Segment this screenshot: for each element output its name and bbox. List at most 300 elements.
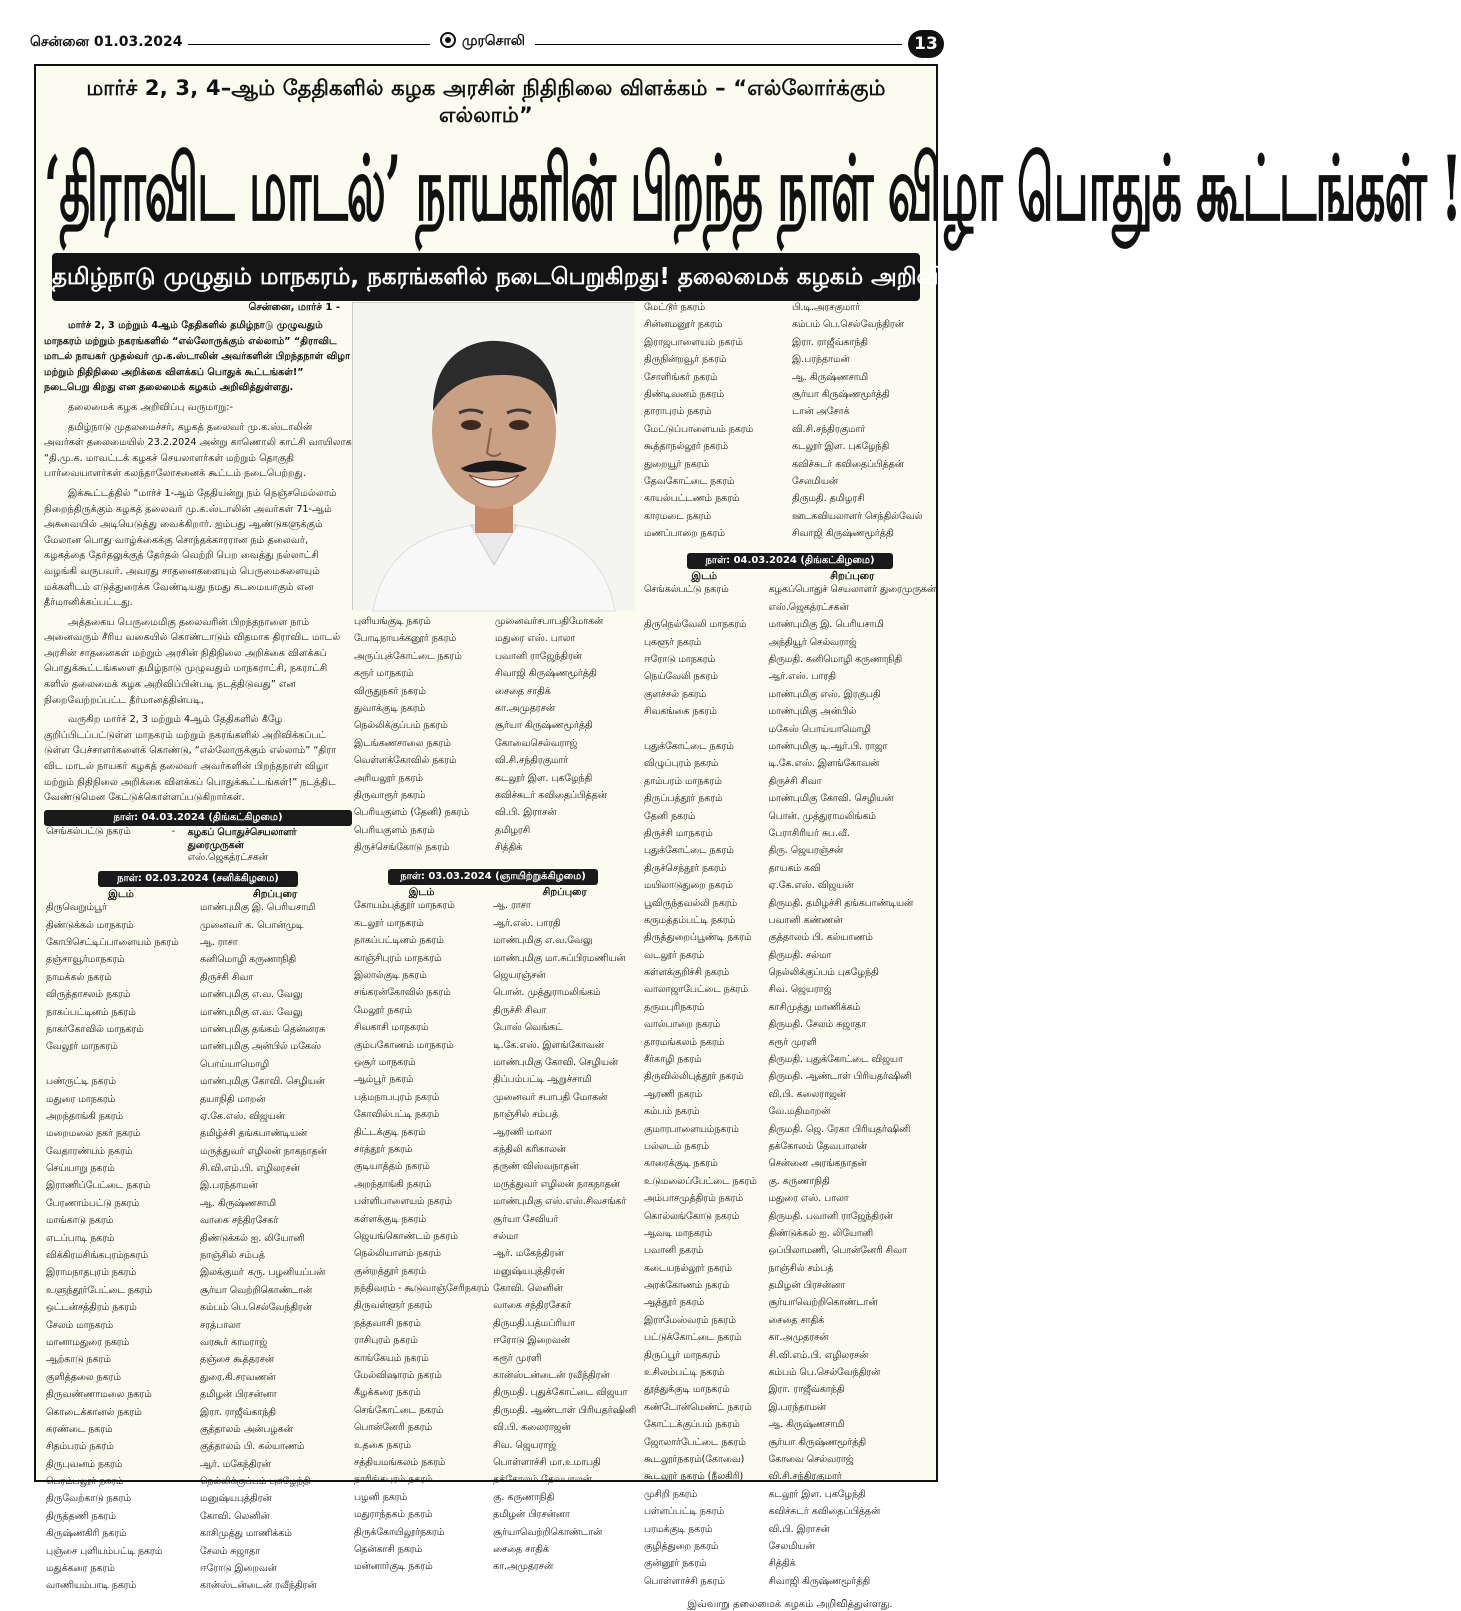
table-row [642, 967, 938, 984]
place-cell: நாமக்கல் நகரம் [46, 971, 112, 983]
table-row [642, 1228, 938, 1245]
place-cell: நாகப்பட்டினம் நகரம் [354, 935, 444, 947]
speaker-cell: திருமதி. சேலம் சுஜாதா [768, 1019, 866, 1031]
body-paragraph: இக்கூட்டத்தில் “மார்ச் 1-ஆம் தேதியன்று நம் நெஞ்சமெல்லாம் நிறைந்திருக்கும் கழகத் தலைவர் மு.க.ஸ்டாலின் அவர்கள் 71-ஆம் அகவையில் அடியெடுத்து வைக்கிறார். ஐம்பது ஆண்டுகளுக்கும் மேலான பொது வாழ்க்கைக்கு சொந்தக்காரரான நம் தலைவர், கழகத்தை தேர்தலுக்குத் தேர்தல் வெற்றி பெற வைத்து நல்லாட்சி வழங்கி வருபவர். அவரது சாதனைகளையும் பெருமைகளையும் மக்களிடம் எடுத்துரைக்க வேண்டியது நமது கடமையாகும் என தீர்மானிக்கப்பட்டது. [44, 487, 337, 609]
place-cell: திருநெல்வேலி மாநகரம் [644, 619, 747, 631]
speaker-cell: திருமதி. ஆண்டாள் பிரியதர்ஷினி [493, 1404, 637, 1416]
date-bar-03-march: நாள்: 03.03.2024 (ஞாயிற்றுக்கிழமை) [388, 869, 598, 885]
paper-name: முரசொலி [462, 33, 525, 49]
table-row [352, 900, 638, 917]
place-cell: நத்தவாசி நகரம் [354, 1317, 421, 1329]
speaker-cell: மாண்புமிகு எ.வ.வேலு [493, 935, 593, 947]
speaker-cell: சித்திக் [768, 1558, 796, 1570]
table-row [642, 1124, 938, 1141]
table-row [642, 915, 938, 932]
place-cell: உதகை நகரம் [354, 1439, 411, 1451]
place-cell: புதுக்கோட்டை நகரம் [644, 740, 734, 752]
speaker-cell: திருச்சி சிவா [768, 775, 822, 787]
speaker-cell: வி.பி. இராசன் [768, 1523, 830, 1535]
table-row [44, 1337, 352, 1354]
table-row [642, 706, 938, 723]
place-cell: உடுமலைப்பேட்டை நகரம் [644, 1175, 757, 1187]
schedule-table-right-top [642, 302, 938, 545]
place-cell: பண்ருட்டி நகரம் [46, 1076, 116, 1088]
speaker-cell: சிவ. ஜெயராஜ் [768, 984, 832, 996]
speaker-cell: ஆ. ராசா [493, 900, 531, 912]
table-row [44, 920, 352, 937]
place-cell: திருச்செங்கோடு நகரம் [354, 842, 450, 854]
body-paragraph: வருகிற மார்ச் 2, 3 மற்றும் 4ஆம் தேதிகளில் கீழே குறிப்பிடப்பட்டுள்ள மாநகரம் மற்றும் நகரங்களில் அறிவிக்கப்பட் டுள்ள பேச்சாளர்களைக் கொண்டு, “எல்லோருக்கும் எல்லாம்” “திரா விட மாடல் நாயகர் கழகத் தலைவர் அவர்களின் பிறந்தநாள் விழா மற்றும் நிதிநிலை அறிக்கை விளக்கப் பொதுக்கூட்டங்கள்!” நடத்திட வேண்டுமென கேட்டுக்கொள்ளப்படுகிறார்கள். [44, 714, 337, 804]
table-row [642, 758, 938, 775]
speaker-cell: சி.வி.எம்.பி. எழிலரசன் [768, 1349, 869, 1361]
place-cell: கீழக்கரை நகரம் [354, 1387, 421, 1399]
place-cell: தேவகோட்டை நகரம் [644, 475, 735, 487]
speaker-cell: தருண் விஸ்வநாதன் [493, 1161, 579, 1173]
place-cell: தேனி நகரம் [644, 810, 696, 822]
speaker-cell: கு. கருணாநிதி [768, 1175, 830, 1187]
speaker-cell: கவிச்சுடர் கவிதைப்பித்தன் [495, 789, 607, 801]
speaker-cell: குத்தாலம் அன்பழகன் [200, 1423, 293, 1435]
table-row [642, 354, 938, 371]
speaker-cell: கந்திலி கரிகாலன் [493, 1143, 566, 1155]
speaker-cell: ஈரோடு இறைவன் [200, 1563, 277, 1575]
table-row [642, 1471, 938, 1488]
masthead-city-date: சென்னை 01.03.2024 [30, 34, 183, 50]
place-cell: காங்கேயம் நகரம் [354, 1352, 429, 1364]
place-cell: நாகப்பட்டினம் நகரம் [46, 1006, 136, 1018]
table-row [352, 633, 634, 650]
speaker-cell: இலக்குமா் கரு. பழனியப்பன் [200, 1267, 326, 1279]
table-row [352, 842, 634, 859]
table-row [642, 671, 938, 688]
table-row [352, 1318, 638, 1335]
speaker-cell: கவிச்சுடர் கவிதைப்பித்தன் [768, 1506, 881, 1518]
table-row [642, 811, 938, 828]
table-row [352, 686, 634, 703]
place-cell: அரியலூர் நகரம் [354, 772, 423, 784]
place-cell: மறைமலை நகர் நகரம் [46, 1128, 141, 1140]
table-row [44, 1198, 352, 1215]
speaker-cell: முனைவர் க. பொன்முடி [200, 919, 304, 931]
speaker-cell: சைதை சாதிக் [768, 1314, 825, 1326]
table-row [44, 1407, 352, 1424]
table-row [44, 1076, 352, 1093]
table-row [642, 1019, 938, 1036]
speaker-cell: கோவி. லெனின் [200, 1510, 270, 1522]
table-row [44, 1059, 352, 1076]
place-cell: மதுக்கரை நகரம் [46, 1563, 115, 1575]
speaker-cell: திருமதி. புதுக்கோட்டை விஜயா [493, 1387, 628, 1399]
speaker-cell: திருச்சி சிவா [493, 1004, 547, 1016]
speaker-cell: மாண்புமிகு அன்பில் [768, 706, 857, 718]
place-cell: திருச்செந்தூர் நகரம் [644, 862, 727, 874]
speaker-cell: திருமதி. பவானி ராஜேந்திரன் [768, 1210, 893, 1222]
speaker-cell: நாஞ்சில் சம்பத் [768, 1262, 834, 1274]
speaker-cell: ஆர். மகேந்திரன் [200, 1458, 271, 1470]
table-row [44, 1372, 352, 1389]
table-row [642, 493, 938, 510]
place-cell: குளித்தலை நகரம் [46, 1371, 121, 1383]
place-cell: அருப்புக்கோட்டை நகரம் [354, 650, 462, 662]
table-row [642, 1263, 938, 1280]
date-bar-04-march-right: நாள்: 04.03.2024 (திங்கட்கிழமை) [687, 553, 893, 569]
speaker-cell: திண்டுக்கல் ஐ. லியோனி [200, 1232, 305, 1244]
place-cell: ராசிபுரம் நகரம் [354, 1335, 418, 1347]
table-row [642, 932, 938, 949]
table-row [44, 1528, 352, 1545]
speaker-cell: அந்தியூர் செல்வராஜ் [768, 636, 857, 648]
table-row [352, 1179, 638, 1196]
speaker-cell: சூர்யா கிருஷ்ணமூர்த்தி [495, 720, 593, 732]
speaker-cell: பொள்ளாச்சி மா.உமாபதி [493, 1456, 601, 1468]
place-cell: திருவில்லிபுத்தூர் நகரம் [644, 1071, 744, 1083]
place-cell: சாத்தூர் நகரம் [354, 1143, 413, 1155]
place-cell: சோளிங்கர் நகரம் [644, 371, 718, 383]
place-cell: உளுந்தூர்பேட்டை நகரம் [46, 1284, 153, 1296]
table-row [352, 953, 638, 970]
date-bar-02-march: நாள்: 02.03.2024 (சனிக்கிழமை) [98, 871, 298, 887]
speaker-cell: சித்திக் [495, 842, 523, 854]
closing-line: இவ்வாறு தலைமைக் கழகம் அறிவித்துள்ளது. [687, 1599, 893, 1611]
table-row [642, 724, 938, 741]
place-cell: இராமேஸ்வரம் நகரம் [644, 1314, 736, 1326]
table-row [352, 1353, 638, 1370]
table-row [642, 828, 938, 845]
schedule-table-04-march [642, 569, 938, 1593]
table-row [352, 1527, 638, 1544]
speaker-cell: மாண்புமிகு தங்கம் தென்னரசு [200, 1023, 326, 1035]
speaker-cell: பேராசிரியர் சுப.வீ. [768, 827, 850, 839]
place-cell: விக்கிரமசிங்கபுரம்நகரம் [46, 1250, 149, 1262]
table-row [352, 825, 634, 842]
table-row [642, 1176, 938, 1193]
table-row [44, 1459, 352, 1476]
place-cell: திருவண்ணாமலை நகரம் [46, 1389, 152, 1401]
place-cell: அரக்கோணம் நகரம் [644, 1280, 730, 1292]
table-row [642, 406, 938, 423]
place-cell: தாம்பரம் மாநகரம் [644, 775, 722, 787]
place-cell: கோபிசெட்டிப்பாளையம் நகரம் [46, 936, 179, 948]
place-cell: கும்பகோணம் மாநகரம் [354, 1039, 454, 1051]
speaker-cell: எஸ்.ஜெகத்ரட்சகன் [768, 601, 849, 613]
table-row [642, 1089, 938, 1106]
place-cell [44, 1059, 198, 1076]
place-cell: ஆம்பூர் நகரம் [354, 1074, 414, 1086]
place-cell: பெரியகுளம் நகரம் [354, 824, 435, 836]
speaker-cell: கனிமொழி கருணாநிதி [200, 954, 297, 966]
speaker-cell: ஏ.கே.எஸ். விஜயன் [200, 1110, 285, 1122]
place-cell: தாரமங்கலம் நகரம் [644, 1036, 725, 1048]
paper-logo-icon [440, 32, 456, 48]
table-row [642, 1245, 938, 1262]
place-cell: விருத்தாசலம் நகரம் [46, 989, 131, 1001]
table-row [642, 528, 938, 545]
speaker-cell: வி.பி. கலைராஜன் [768, 1088, 846, 1100]
place-cell: ஆரணி நகரம் [644, 1088, 703, 1100]
place-cell: மன்னார்குடி நகரம் [354, 1561, 433, 1573]
page-number: 13 [908, 30, 944, 58]
speaker-cell: சூர்யா கிருஷ்ணமூர்த்தி [792, 388, 890, 400]
table-row [44, 1389, 352, 1406]
speaker-cell: மனுஷ்யபுத்திரன் [493, 1265, 565, 1277]
column-header-place: இடம் [408, 886, 435, 898]
place-cell: போடிநாயக்கனூர் நகரம் [354, 633, 457, 645]
speaker-cell: திரு. ஜெயரஞ்சன் [768, 845, 844, 857]
table-row [352, 1040, 638, 1057]
table-row [642, 584, 938, 601]
place-cell: கிருஷ்ணகிரி நகரம் [46, 1528, 127, 1540]
table-row [642, 950, 938, 967]
table-row [352, 1092, 638, 1109]
speaker-cell: கம்பம் பெ.செல்வேந்திரன் [768, 1367, 881, 1379]
place-cell: புகளூர் நகரம் [644, 636, 702, 648]
speaker-cell: குத்தாலம் பி. கல்யாணம் [200, 1441, 305, 1453]
table-row [44, 902, 352, 919]
speaker-cell: தாயகம் கவி [768, 862, 821, 874]
speaker-cell: திருமதி. கனிமொழி கருணாநிதி [768, 654, 903, 666]
speaker-cell: திருச்சி சிவா [200, 971, 254, 983]
speaker-cell: ஆர்.எஸ். பாரதி [768, 671, 836, 683]
speaker-cell: மாண்புமிகு இ. பெரியசாமி [768, 619, 884, 631]
place-cell: வால்பாறை நகரம் [644, 1019, 721, 1031]
place-cell: தாராபுரம் நகரம் [644, 406, 712, 418]
portrait-illustration [353, 303, 635, 611]
speaker-cell: சூர்யாவெற்றிகொண்டான் [493, 1526, 603, 1538]
place-cell: துறையூர் நகரம் [644, 458, 709, 470]
table-row [642, 898, 938, 915]
speaker-cell: முனைவர்சபாபதிமோகன் [495, 616, 604, 627]
table-row [352, 1405, 638, 1422]
subhead-banner: தமிழ்நாடு முழுதும் மாநகரம், நகரங்களில் நடைபெறுகிறது! தலைமைக் கழகம் அறிவிப்பு! [52, 253, 920, 301]
table-row [642, 1037, 938, 1054]
place-cell: தஞ்சாவூர்மாநகரம் [46, 954, 125, 966]
table-row [352, 1492, 638, 1509]
place-cell: கரூர் மாநகரம் [354, 668, 414, 680]
table-row [352, 668, 634, 685]
place-cell: தென்காசி நகரம் [354, 1543, 423, 1555]
speaker-cell: பி.டி.அரசகுமார் [792, 302, 861, 313]
speaker-cell: துரை.கி.சரவணன் [200, 1371, 276, 1383]
table-row [642, 776, 938, 793]
speaker-cell: கழகப் பொதுச்செயலாளர் துரைமுருகன் [187, 826, 297, 851]
table-row [352, 703, 634, 720]
place-cell: திருவேற்காடு நகரம் [46, 1493, 132, 1505]
table-row [44, 954, 352, 971]
place-cell: வடலூர் நகரம் [644, 949, 705, 961]
speaker-cell: திருமதி. ஜெ. ரேகா பிரியதர்ஷினி [768, 1123, 911, 1135]
body-paragraph: தமிழ்நாடு முதலமைச்சர், கழகத் தலைவர் மு.க.ஸ்டாலின் அவர்கள் தலைமையில் 23.2.2024 அன்று காணொலி காட்சி வாயிலாக “தி.மு.க. மாவட்டக் கழகச் செயலாளர்கள் மற்றும் தொகுதி பார்வையாளர்கள் கலந்தாலோசனைக் கூட்டம் நடைபெற்றது. [44, 421, 352, 480]
speaker-cell: இரா. ராஜீவ்காந்தி [200, 1406, 276, 1418]
place-cell: கூத்தாநல்லூர் நகரம் [644, 441, 729, 453]
place-cell: சங்கரன்கோவில் நகரம் [354, 987, 451, 999]
table-row [352, 1387, 638, 1404]
speaker-cell: மாண்புமிகு கோவி. செழியன் [768, 793, 894, 805]
speaker-cell: ஆ. கிருஷ்ணசாமி [792, 371, 868, 383]
place-cell: குடியாத்தம் நகரம் [354, 1161, 430, 1173]
speaker-cell: கழகப்பொதுச் செயலாளர் துரைமுருகன் [768, 584, 936, 596]
leader-portrait-photo [352, 302, 634, 610]
speaker-cell: வி.சி.சந்திரகுமார் [792, 423, 866, 435]
place-cell: பரமக்குடி நகரம் [644, 1523, 713, 1535]
place-cell: திட்டக்குடி நகரம் [354, 1126, 426, 1138]
speaker-cell: குத்தாலம் பி. கல்யாணம் [768, 932, 873, 944]
speaker-cell: மனுஷ்யபுத்திரன் [200, 1493, 272, 1505]
table-row [642, 1332, 938, 1349]
speaker-cell: மாண்புமிகு கோவி. செழியன் [200, 1076, 325, 1088]
place-cell: மானாமதுரை நகரம் [46, 1336, 130, 1348]
table-row [352, 1440, 638, 1457]
body-paragraph: தலைமைக் கழக அறிவிப்பு வருமாறு:- [68, 401, 233, 413]
date-bar-04-march: நாள்: 04.03.2024 (திங்கட்கிழமை) [44, 810, 352, 826]
place-cell: சத்தியமங்கலம் நகரம் [354, 1456, 446, 1468]
speaker-cell: இ.பரந்தாமன் [768, 1401, 827, 1413]
speaker-cell: பவானி ராஜேந்திரன் [495, 650, 582, 662]
speaker-cell: ஊடகவியலாளர் செந்தில்வேல் [792, 510, 923, 522]
place-cell: புஞ்சை புளியம்பட்டி நகரம் [46, 1545, 163, 1557]
place-cell: நெல்லிக்குப்பம் நகரம் [354, 720, 448, 732]
speaker-cell: தயாநிதி மாறன் [200, 1093, 266, 1105]
lead-paragraph: மார்ச் 2, 3 மற்றும் 4ஆம் தேதிகளில் தமிழ்நாடு முழுவதும் மாநகரம் மற்றும் நகரங்களில் “எல்லோருக்கும் எல்லாம்” “திராவிட மாடல் நாயகர் முதல்வர் மு.க.ஸ்டாலின் அவர்களின் பிறந்தநாள் விழா மற்றும் நிதிநிலை அறிக்கை விளக்கப் பொதுக் கூட்டங்கள்!” நடைபெறு கிறது என தலைமைக் கழகம் அறிவித்துள்ளது. [44, 320, 351, 394]
table-row [352, 1022, 638, 1039]
speaker-cell: தக்கோலம் தேவபாலன் [493, 1474, 592, 1486]
speaker-cell: கம்பம் பெ.செல்வேந்திரன் [792, 319, 904, 331]
table-row [642, 1384, 938, 1401]
place-cell: இராணிப்பேட்டை நகரம் [46, 1180, 151, 1192]
speaker-cell: முனைவர் சபாபதி மோகன் [493, 1091, 608, 1103]
table-row [352, 1474, 638, 1491]
place-cell: திருவள்ளூர் நகரம் [354, 1300, 433, 1312]
speaker-cell: கரூர் முரளி [768, 1036, 817, 1048]
speaker-cell: மாண்புமிகு டி.ஆர்.பி. ராஜா [768, 740, 888, 752]
table-row [642, 1558, 938, 1575]
table-row [642, 1071, 938, 1088]
place-cell: செங்கல்பட்டு நகரம் [46, 825, 131, 837]
table-row [642, 1541, 938, 1558]
table-row [352, 720, 634, 737]
speaker-cell: பவானி கண்ணன் [768, 914, 843, 926]
place-cell: குன்றத்தூர் நகரம் [354, 1265, 427, 1277]
speaker-cell: திருமதி. சல்மா [768, 949, 832, 961]
place-cell: செங்கல்பட்டு நகரம் [644, 584, 729, 596]
table-row [642, 1367, 938, 1384]
place-cell: கோவில்பட்டி நகரம் [354, 1109, 440, 1121]
table-row [352, 1457, 638, 1474]
speaker-cell: சிவாஜி கிருஷ்ணமூர்த்தி [768, 1575, 871, 1587]
place-cell: பொள்ளாச்சி நகரம் [644, 1575, 725, 1587]
speaker-cell: மாண்புமிகு எஸ்.எஸ்.சிவசங்கர் [493, 1196, 627, 1208]
place-cell: காரைக்குடி நகரம் [644, 1158, 718, 1170]
column-header-speaker: சிறப்புரை [830, 570, 875, 582]
table-row [642, 1106, 938, 1123]
place-cell: திருவெறும்பூர் [46, 902, 107, 914]
table-row [642, 880, 938, 897]
speaker-cell: ஒப்பிலாமணி, பொன்னேரி சிவா [768, 1245, 907, 1257]
place-cell: இராஜபாளையம் நகரம் [644, 336, 743, 348]
place-cell: கருமத்தம்பட்டி நகரம் [644, 914, 736, 926]
table-row [44, 1041, 352, 1058]
table-row [352, 1214, 638, 1231]
table-row [44, 1320, 352, 1337]
table-row [642, 1489, 938, 1506]
speaker-cell: சைதை சாதிக் [495, 685, 551, 697]
speaker-cell: கடலூர் இள. புகழேந்தி [768, 1488, 866, 1500]
place-cell: சுரண்டை நகரம் [46, 1423, 113, 1435]
table-row [642, 1158, 938, 1175]
table-row [352, 1266, 638, 1283]
place-cell: கம்பம் நகரம் [644, 1106, 700, 1118]
speaker-cell: வி.சி.சந்திரகுமார் [768, 1471, 842, 1483]
place-cell: பொன்னேரி நகரம் [354, 1422, 433, 1434]
table-row [44, 1233, 352, 1250]
place-cell: திண்டிவனம் நகரம் [644, 388, 725, 400]
place-cell: திருநின்றவூர் நகரம் [644, 354, 727, 366]
table-row [642, 619, 938, 636]
place-cell: ஆவடி மாநகரம் [644, 1227, 713, 1239]
speaker-cell: தமிழரசி [495, 824, 531, 836]
speaker-cell: தமிழன் பிரசன்னா [768, 1280, 846, 1292]
table-header-row [44, 887, 352, 902]
place-cell: உசிலம்பட்டி நகரம் [644, 1367, 725, 1379]
speaker-cell: சி.வி.எம்.பி. எழிலரசன் [200, 1163, 300, 1175]
place-cell: இராமநாதபுரம் நகரம் [46, 1267, 137, 1279]
table-row [44, 1424, 352, 1441]
speaker-cell: தமிழன் பிரசன்னா [493, 1509, 570, 1521]
speaker-cell: கவிச்சுடர் கவிதைப்பித்தன் [792, 458, 904, 470]
kicker: மார்ச் 2, 3, 4–ஆம் தேதிகளில் கழக அரசின் நிதிநிலை விளக்கம் – “எல்லோர்க்கும் எல்லாம்” [86, 76, 886, 127]
place-cell: ஆத்தூர் நகரம் [644, 1297, 705, 1309]
table-row [44, 826, 352, 852]
place-cell: திருப்பூர் மாநகரம் [644, 1349, 720, 1361]
speaker-cell: மதுரை எஸ். பாலா [495, 633, 576, 645]
speaker-cell: கான்ஸ்டன்டைன் ரவீந்திரன் [493, 1370, 610, 1382]
place-cell: இலால்குடி நகரம் [354, 970, 427, 982]
place-cell: ஜெயங்கொண்டம் நகரம் [354, 1230, 458, 1242]
table-row [352, 918, 638, 935]
speaker-cell: சூர்யாவெற்றிகொண்டான் [768, 1297, 878, 1309]
speaker-cell: ஜெயரஞ்சன் [493, 970, 546, 982]
table-row [352, 970, 638, 987]
speaker-cell: சூர்யா சேவியர் [493, 1213, 559, 1225]
dateline: சென்னை, மார்ச் 1 - [248, 302, 340, 313]
speaker-cell: சேலம் சுஜாதா [200, 1545, 260, 1557]
speaker-cell: தக்கோலம் தேவபாலன் [768, 1140, 867, 1152]
place-cell: திருத்தணி நகரம் [46, 1510, 116, 1522]
table-row [642, 337, 938, 354]
place-cell: பள்ளப்பட்டி நகரம் [644, 1506, 725, 1518]
place-cell: மதுரை மாநகரம் [46, 1093, 116, 1105]
speaker-cell: திண்டுக்கல் ஐ. லியோனி [768, 1227, 874, 1239]
speaker-cell: கா.அமுதரசன் [495, 702, 555, 714]
place-cell: மதுராந்தகம் நகரம் [354, 1509, 433, 1521]
table-row [642, 441, 938, 458]
place-cell: அறந்தாங்கி நகரம் [46, 1110, 124, 1122]
table-row [642, 1419, 938, 1436]
table-row [642, 1524, 938, 1541]
speaker-cell: திருமதி.பத்மப்ரியா [493, 1317, 575, 1329]
column-header-speaker: சிறப்புரை [252, 888, 298, 900]
table-row [352, 790, 634, 807]
place-cell: குமாரபாளையம்நகரம் [644, 1123, 739, 1135]
place-cell: ஒட்டன்சத்திரம் நகரம் [46, 1302, 137, 1314]
schedule-table-middle [352, 616, 634, 859]
table-row [44, 937, 352, 954]
speaker-cell: மருத்துவர் எழிலன் நாகநாதன் [200, 1145, 327, 1157]
speaker-cell: மகேஸ் பொய்யாமொழி [768, 723, 871, 735]
place-cell: மாங்காடு நகரம் [46, 1215, 114, 1227]
place-cell: கடலூர் மாநகரம் [354, 917, 424, 929]
table-row [642, 319, 938, 336]
place-cell: தருமபுரிநகரம் [644, 1001, 705, 1013]
